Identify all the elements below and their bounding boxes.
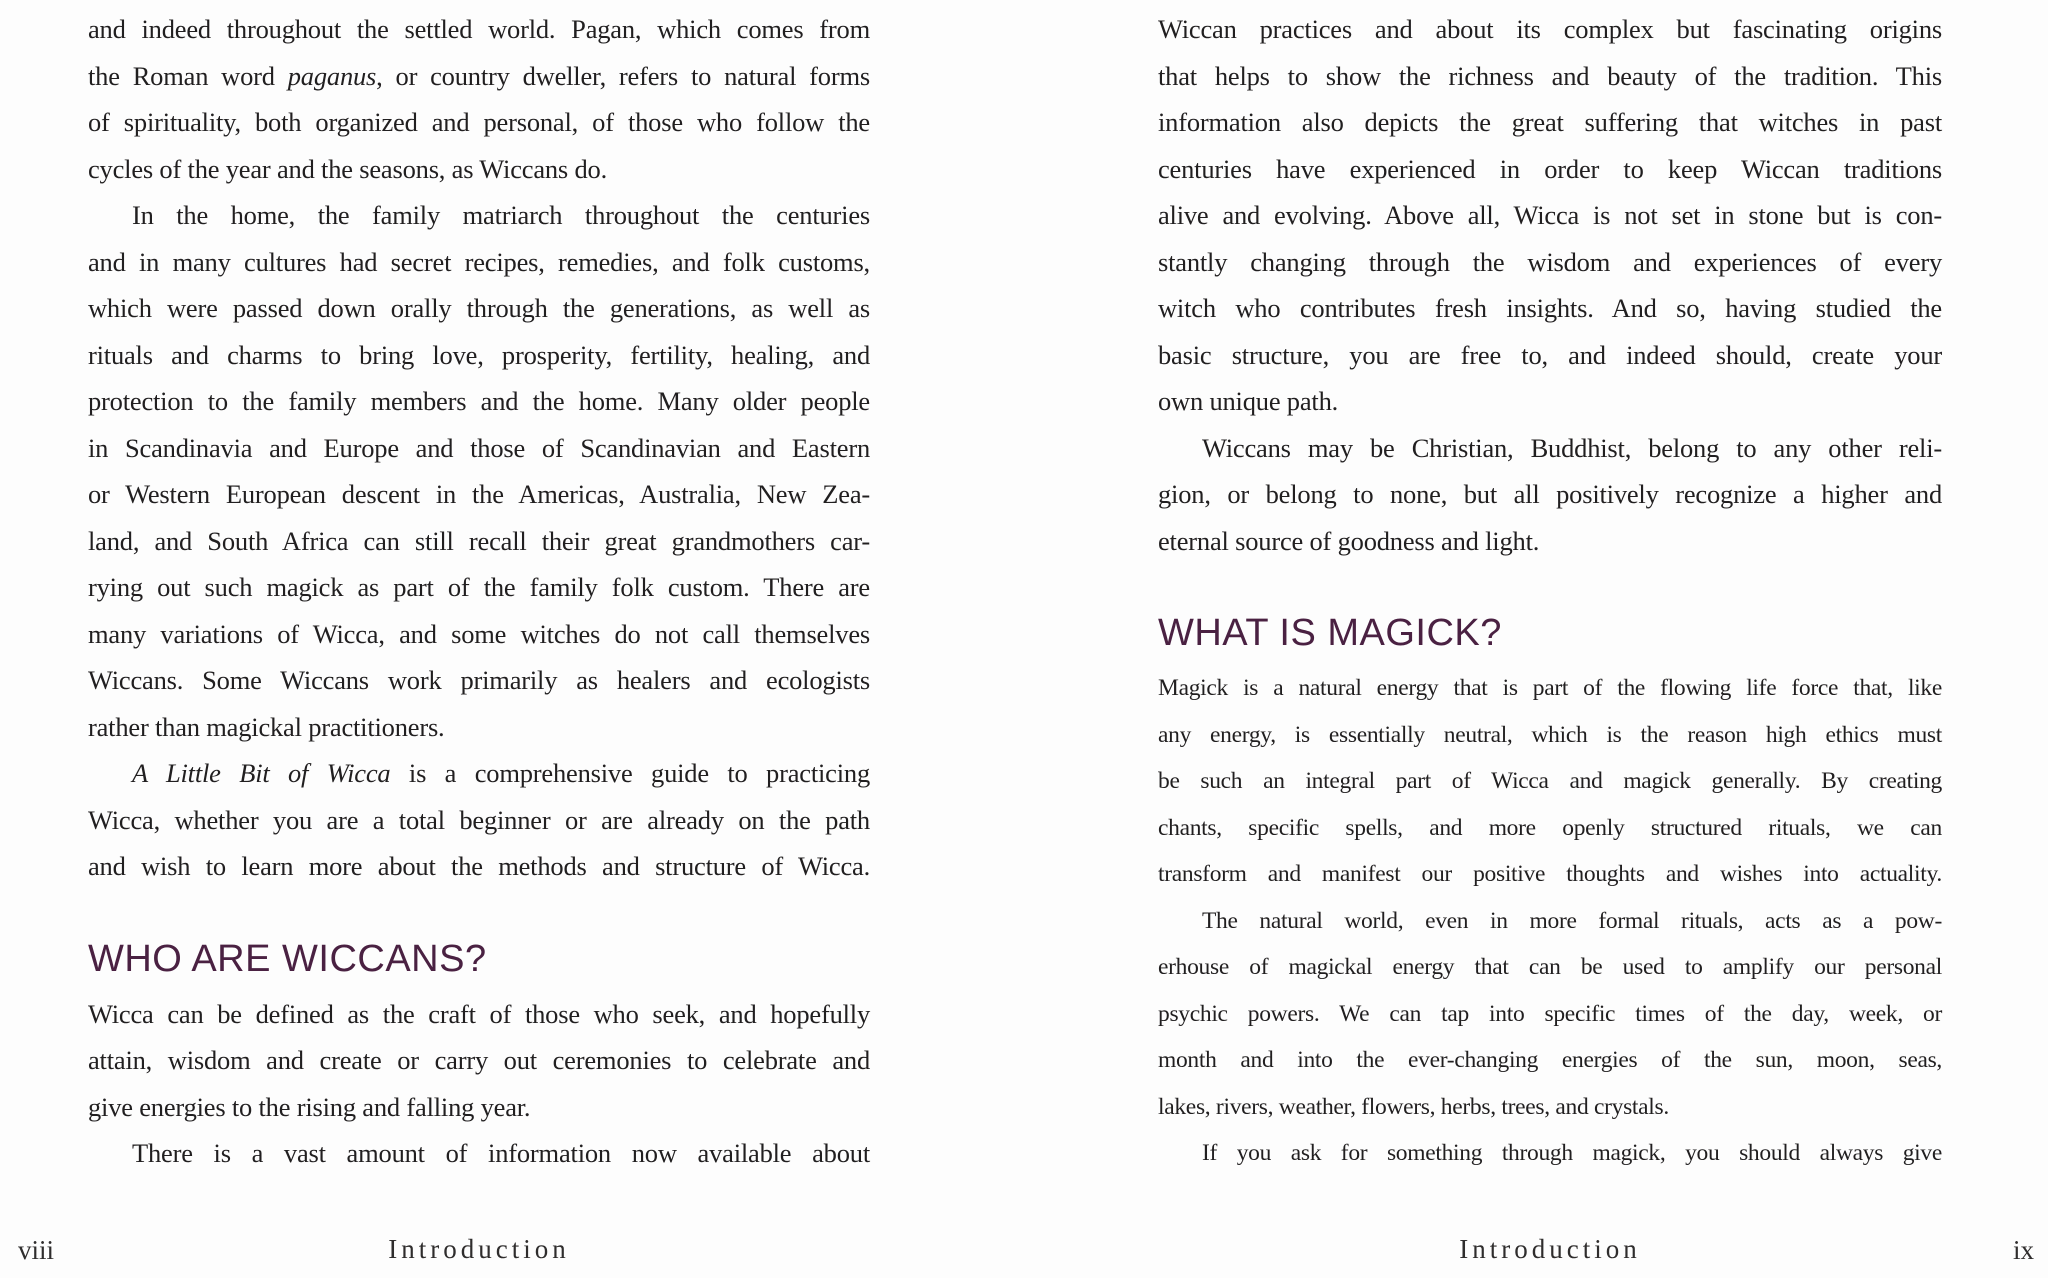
text-line: Wiccan practices and about its complex but fascinating origins	[1158, 14, 1942, 44]
text-line: land, and South Africa can still recall their great grandmothers car-	[88, 525, 870, 556]
text-line: alive and evolving. Above all, Wicca is not set in stone but is con-	[1158, 200, 1942, 230]
text-line: of spirituality, both organized and personal, of those who follow the	[88, 107, 870, 137]
running-title-right: Introduction	[1459, 1234, 1641, 1264]
text-line: cycles of the year and the seasons, as Wiccans do.	[88, 153, 607, 184]
text-line: centuries have experienced in order to keep Wiccan traditions	[1158, 153, 1942, 184]
text-line: The natural world, even in more formal rituals, acts as a pow-	[1202, 907, 1942, 934]
book-title-italic: A Little Bit of Wicca	[132, 758, 391, 788]
text-line: any energy, is essentially neutral, which is the reason high ethics must	[1158, 721, 1942, 748]
text-line	[88, 750, 870, 797]
text-line: which were passed down orally through the generations, as well as	[88, 293, 870, 323]
text-line: Wicca, whether you are a total beginner or are already on the path	[88, 804, 870, 835]
page-number-left: viii	[18, 1235, 55, 1265]
text-line: month and into the ever-changing energies of the sun, moon, seas,	[1158, 1047, 1942, 1073]
text-line: witch who contributes fresh insights. And so, having studied the	[1158, 293, 1942, 323]
text-line: gion, or belong to none, but all positively recognize a higher and	[1158, 479, 1942, 509]
text-line: Wiccans may be Christian, Buddhist, belong to any other reli-	[1202, 432, 1942, 463]
text-line: eternal source of goodness and light.	[1158, 525, 1540, 556]
text-line: chants, specific spells, and more openly structured rituals, we can	[1158, 814, 1942, 841]
text-line: stantly changing through the wisdom and experiences of every	[1158, 246, 1942, 277]
italic-term: paganus	[287, 60, 377, 91]
text-line: rying out such magick as part of the family folk custom. There are	[88, 572, 870, 602]
right-page	[1158, 6, 1942, 1177]
text-segment: is a comprehensive guide to practicing	[390, 758, 871, 788]
text-line: rituals and charms to bring love, prosperity, fertility, healing, and	[88, 339, 870, 370]
text-line	[88, 53, 870, 100]
text-segment: , or country dweller, refers to natural forms	[376, 60, 870, 91]
text-line: transform and manifest our positive thoughts and wishes into actuality.	[1158, 861, 1942, 887]
text-line: or Western European descent in the Americas, Australia, New Zea-	[88, 479, 870, 509]
text-line: If you ask for something through magick, you should always give	[1202, 1140, 1942, 1166]
text-line: Magick is a natural energy that is part of the flowing life force that, like	[1158, 675, 1942, 701]
text-line: In the home, the family matriarch throughout the centuries	[132, 200, 870, 230]
text-line: give energies to the rising and falling year.	[88, 1091, 531, 1122]
section-heading-what-is-magick: WHAT IS MAGICK?	[1158, 612, 1502, 654]
text-line: and indeed throughout the settled world. Pagan, which comes from	[88, 14, 870, 44]
text-line: lakes, rivers, weather, flowers, herbs, trees, and crystals.	[1158, 1093, 1669, 1120]
text-line: rather than magickal practitioners.	[88, 711, 445, 742]
text-line: and in many cultures had secret recipes, remedies, and folk customs,	[88, 246, 870, 277]
page-number-right: ix	[2012, 1235, 2034, 1265]
text-line: There is a vast amount of information now available about	[132, 1138, 870, 1168]
text-line: and wish to learn more about the methods and structure of Wicca.	[88, 851, 870, 881]
text-line: own unique path.	[1158, 386, 1339, 416]
text-line: Wicca can be defined as the craft of those who seek, and hopefully	[88, 998, 870, 1029]
text-line: attain, wisdom and create or carry out ceremonies to celebrate and	[88, 1045, 870, 1075]
text-line: many variations of Wicca, and some witches do not call themselves	[88, 618, 870, 649]
text-line: protection to the family members and the home. Many older people	[88, 386, 870, 416]
text-line: psychic powers. We can tap into specific times of the day, week, or	[1158, 1000, 1942, 1027]
left-page	[88, 6, 870, 1177]
text-segment: the Roman word	[88, 60, 288, 91]
text-line: erhouse of magickal energy that can be used to amplify our personal	[1158, 954, 1942, 980]
running-title-left: Introduction	[388, 1234, 570, 1264]
text-line: information also depicts the great suffering that witches in past	[1158, 107, 1942, 137]
text-line: Wiccans. Some Wiccans work primarily as healers and ecologists	[88, 665, 870, 695]
section-heading-who-are-wiccans: WHO ARE WICCANS?	[88, 937, 487, 980]
text-line: be such an integral part of Wicca and magick generally. By creating	[1158, 768, 1942, 794]
text-line: that helps to show the richness and beauty of the tradition. This	[1158, 60, 1942, 91]
text-line: basic structure, you are free to, and indeed should, create your	[1158, 339, 1942, 370]
text-line: in Scandinavia and Europe and those of Scandinavian and Eastern	[88, 432, 870, 463]
